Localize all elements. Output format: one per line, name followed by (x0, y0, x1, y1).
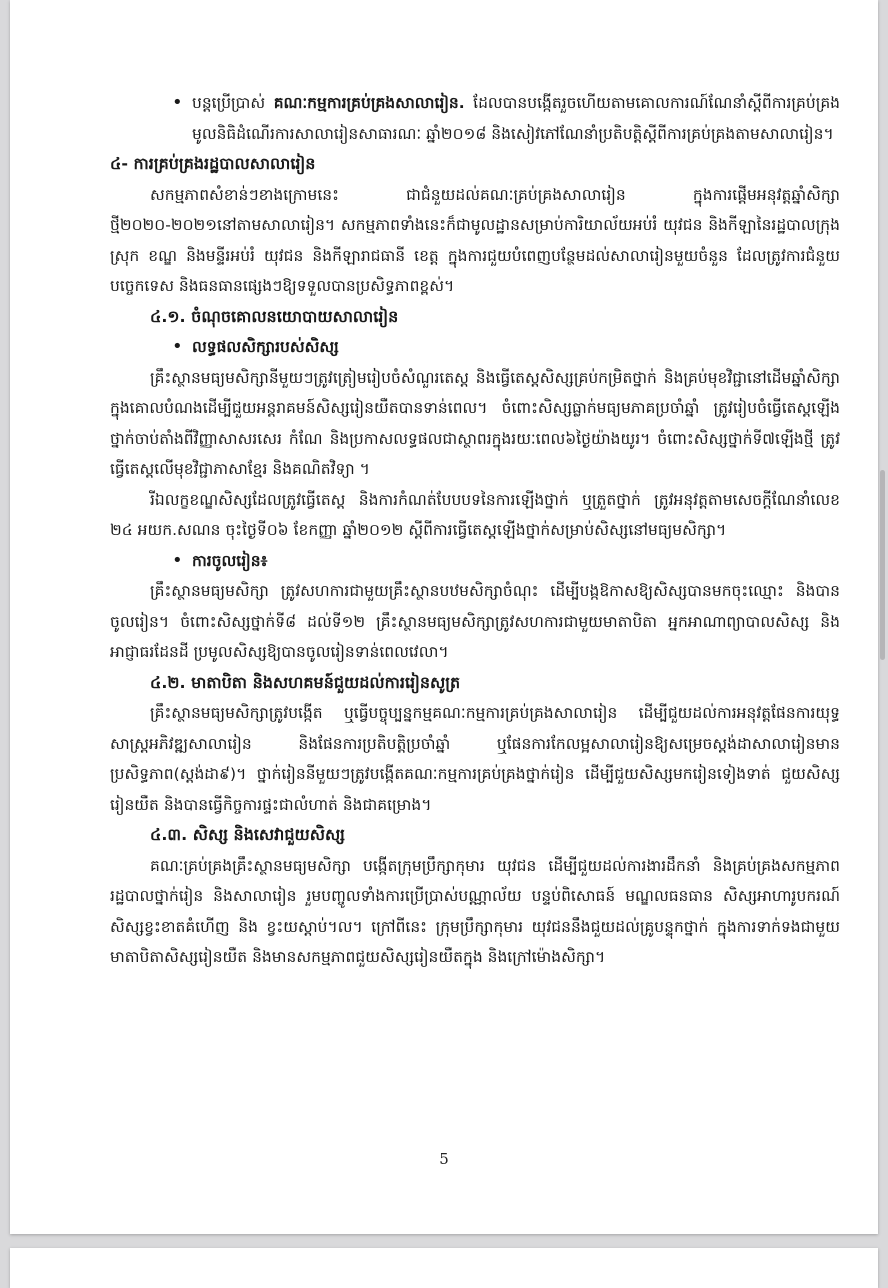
student-results-paragraph-1: គ្រឹះស្ថានមធ្យមសិក្សានីមួយៗត្រូវត្រៀមរៀបចំសំណួរតេស្ត និងធ្វើតេស្តសិស្សគ្រប់កម្រិតថ្នាក់ និងគ្រប់មុខវិជ្ជានៅដើមឆ្នាំសិក្សា ក្នុងគោលបំណងដើម្បីជួយអន្តរាគមន៍សិស្សរៀនយឺតបានទាន់ពេល។ ចំពោះសិស្សធ្លាក់មធ្យមភាគប្រចាំឆ្នាំ ត្រូវរៀបចំធ្វើតេស្តឡើងថ្នាក់ចាប់តាំងពីវិញ្ញាសាសរសេរ កំណែ និងប្រកាសលទ្ធផលជាស្ថាពរក្នុងរយៈពេល៦ថ្ងៃយ៉ាងយូរ។ ចំពោះសិស្សថ្នាក់ទី៧ឡើងថ្មី ត្រូវធ្វើតេស្តលើមុខវិជ្ជាភាសាខ្មែរ និងគណិតវិទ្យា ។ (110, 368, 840, 478)
section-4-heading: ៤- ការគ្រប់គ្រងរដ្ឋបាលសាលារៀន (110, 154, 316, 173)
bullet-icon: • (172, 336, 183, 357)
enrollment-paragraph: គ្រឹះស្ថានមធ្យមសិក្សា ត្រូវសហការជាមួយគ្រឹះស្ថានបឋមសិក្សាចំណុះ ដើម្បីបង្កឱកាសឱ្យសិស្សបានមកចុះឈ្មោះ និងបានចូលរៀន។ ចំពោះសិស្សថ្នាក់ទី៨ ដល់ទី១២ គ្រឹះស្ថានមធ្យមសិក្សាត្រូវសហការជាមួយមាតាបិតា អ្នកអាណាព្យាបាលសិស្ស និងអាជ្ញាធរដែនដី ប្រមូលសិស្សឱ្យបានចូលរៀនទាន់ពេលវេលា។ (110, 582, 840, 661)
page-number: 5 (439, 1150, 449, 1168)
list-item-enrollment (110, 546, 840, 577)
list-item-student-results (110, 332, 840, 363)
bullet-icon: • (172, 549, 183, 571)
bullet-text-prefix: បន្តប្រើប្រាស់ (192, 94, 274, 112)
section-4-paragraph: សកម្មភាពសំខាន់ៗខាងក្រោមនេះ ជាជំនួយដល់គណៈគ្រប់គ្រងសាលារៀន ក្នុងការផ្តើមអនុវត្តឆ្នាំសិក្សាថ្មី២០២០-២០២១នៅតាមសាលារៀន។ សកម្មភាពទាំងនេះក៏ជាមូលដ្ឋានសម្រាប់ការិយាល័យអប់រំ យុវជន និងកីឡានៃរដ្ឋបាលក្រុង ស្រុក ខណ្ឌ និងមន្ទីរអប់រំ យុវជន និងកីឡារាជធានី ខេត្ត ក្នុងការជួយបំពេញបន្ថែមដល់សាលារៀនមួយចំនួន ដែលត្រូវការជំនួយបច្ចេកទេស និងធនធានផ្សេងៗឱ្យទទួលបានប្រសិទ្ធភាពខ្ពស់។ (110, 185, 840, 295)
next-page-edge (10, 1248, 878, 1288)
student-results-label: លទ្ធផលសិក្សារបស់សិស្ស (192, 338, 339, 356)
section-4-1-heading: ៤.១. ចំណុចគោលនយោបាយសាលារៀន (150, 306, 399, 326)
section-4-2-paragraph: គ្រឹះស្ថានមធ្យមសិក្សាត្រូវបង្កើត ឬធ្វើបច្ចុប្បន្នកម្មគណៈកម្មការគ្រប់គ្រងសាលារៀន ដើម្បីជួយដល់ការអនុវត្តផែនការយុទ្ធសាស្ត្រអភិវឌ្ឍសាលារៀន និងផែនការប្រតិបត្តិប្រចាំឆ្នាំ ឬផែនការកែលម្អសាលារៀនឱ្យសម្រេចស្តង់ដាសាលារៀនមានប្រសិទ្ធភាព(ស្តង់ដា៩)។ ថ្នាក់រៀននីមួយៗត្រូវបង្កើតគណៈកម្មការគ្រប់គ្រងថ្នាក់រៀន ដើម្បីជួយសិស្សមករៀនទៀងទាត់ ជួយសិស្សរៀនយឺត និងបានធ្វើកិច្ចការផ្ទះជាលំហាត់ និងជាគម្រោង។ (110, 704, 840, 814)
scrollbar[interactable] (880, 470, 885, 660)
document-page (10, 0, 878, 1234)
bullet-icon: • (172, 92, 183, 113)
bullet-text-rest: ដែលបានបង្កើតរួចហើយតាមគោលការណ៍ណែនាំស្តីពីការគ្រប់គ្រងមូលនិធិដំណើរការសាលារៀនសាធារណៈ ឆ្នាំ២០១៨ និងសៀវភៅណែនាំប្រតិបត្តិស្តីពីការគ្រប់គ្រងតាមសាលារៀន។ (192, 94, 840, 143)
bullet-text-bold: គណៈកម្មការគ្រប់គ្រងសាលារៀន. (273, 94, 465, 112)
document-body (110, 88, 840, 973)
section-4-3-paragraph: គណៈគ្រប់គ្រងគ្រឹះស្ថានមធ្យមសិក្សា បង្កើតក្រុមប្រឹក្សាកុមារ យុវជន ដើម្បីជួយដល់ការងារដឹកនាំ និងគ្រប់គ្រងសកម្មភាពរដ្ឋបាលថ្នាក់រៀន និងសាលារៀន រួមបញ្ចូលទាំងការប្រើប្រាស់បណ្ណាល័យ បន្ទប់ពិសោធន៍ មណ្ឌលធនធាន សិស្សអាហារូបករណ៍ សិស្សខ្វះខាតគំហើញ និង ខ្វះយស្តាប់។ល។ ក្រៅពីនេះ ក្រុមប្រឹក្សាកុមារ យុវជននឹងជួយដល់គ្រូបន្ទុកថ្នាក់ ក្នុងការទាក់ទងជាមួយមាតាបិតាសិស្សរៀនយឺត និងមានសកម្មភាពជួយសិស្សរៀនយឺតក្នុង និងក្រៅម៉ោងសិក្សា។ (110, 856, 840, 966)
section-4-2-heading: ៤.២. មាតាបិតា និងសហគមន៍ជួយដល់ការរៀនសូត្រ (150, 672, 461, 692)
enrollment-label: ការចូលរៀន៖ (192, 551, 268, 570)
list-item-school-committee (110, 88, 840, 149)
student-results-paragraph-2: រីឯលក្ខខណ្ឌសិស្សដែលត្រូវធ្វើតេស្ត និងការកំណត់បែបបទនៃការឡើងថ្នាក់ ឬត្រួតថ្នាក់ ត្រូវអនុវត្តតាមសេចក្តីណែនាំលេខ ២៤ អយក.សណន ចុះថ្ងៃទី០៦ ខែកញ្ញា ឆ្នាំ២០១២ ស្តីពីការធ្វើតេស្តឡើងថ្នាក់សម្រាប់សិស្សនៅមធ្យមសិក្សា។ (110, 490, 840, 539)
section-4-3-heading: ៤.៣. សិស្ស និងសេវាជួយសិស្ស (150, 825, 345, 844)
